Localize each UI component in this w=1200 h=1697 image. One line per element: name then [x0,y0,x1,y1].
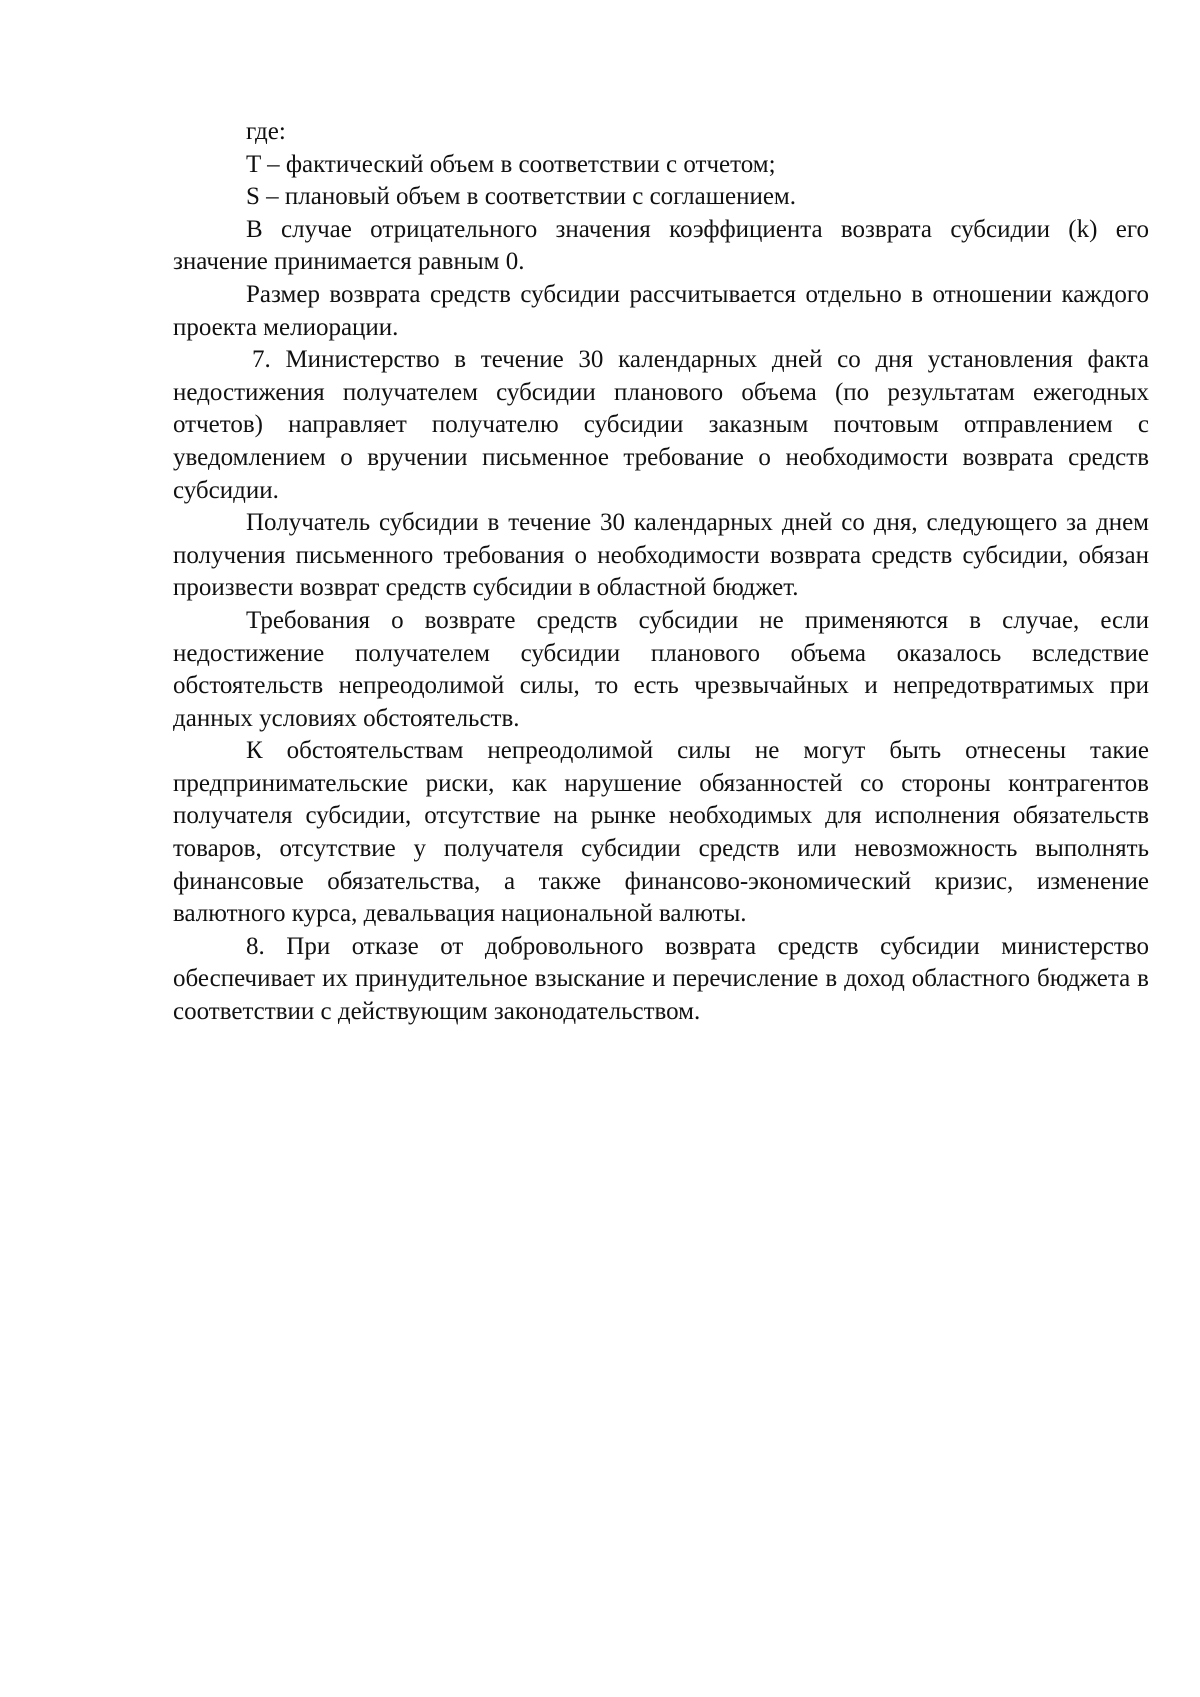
paragraph-definition-t: T – фактический объем в соответствии с отчетом; [246,150,776,178]
paragraph-business-risks: К обстоятельствам непреодолимой силы не могут быть отнесены такие предпринимательские риски, как нарушение обязанностей со стороны контрагентов получателя субсидии, отсутствие на рынке необходимых для исполнения обязательств товаров, отсутствие у получателя субсидии средств или невозможность выполнять финансовые обязательства, а также финансово-экономический кризис, изменение валютного курса, девальвация национальной валюты. [173,737,1149,928]
paragraph-where: где: [246,118,286,145]
paragraph-clause-7: 7. Министерство в течение 30 календарных дней со дня установления факта недостижения получателем субсидии планового объема (по результатам ежегодных отчетов) направляет получателю субсидии заказным почтовым отправлением с уведомлением о вручении письменное требование о необходимости возврата средств субсидии. [173,346,1149,504]
paragraph-recipient-obligation: Получатель субсидии в течение 30 календарных дней со дня, следующего за днем получения письменного требования о необходимости возврата средств субсидии, обязан произвести возврат средств субсидии в областной бюджет. [173,509,1149,602]
paragraph-definition-s: S – плановый объем в соответствии с соглашением. [246,183,796,211]
paragraph-negative-coefficient: В случае отрицательного значения коэффициента возврата субсидии (k) его значение принимается равным 0. [173,215,1149,276]
document-body [173,116,1149,1029]
paragraph-refund-size: Размер возврата средств субсидии рассчитывается отдельно в отношении каждого проекта мелиорации. [173,280,1149,341]
paragraph-force-majeure: Требования о возврате средств субсидии не применяются в случае, если недостижение получателем субсидии планового объема оказалось вследствие обстоятельств непреодолимой силы, то есть чрезвычайных и непредотвратимых при данных условиях обстоятельств. [173,606,1149,732]
paragraph-clause-8: 8. При отказе от добровольного возврата средств субсидии министерство обеспечивает их принудительное взыскание и перечисление в доход областного бюджета в соответствии с действующим законодательством. [173,932,1149,1026]
